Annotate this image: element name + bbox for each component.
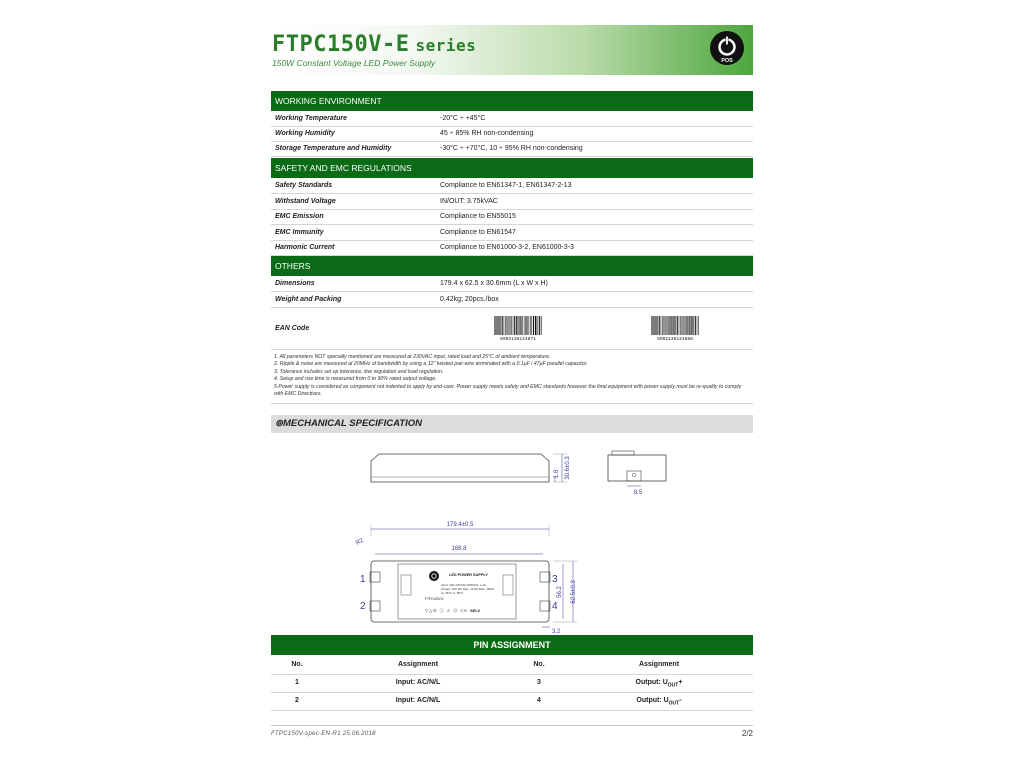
- barcode-bar: [667, 316, 668, 335]
- barcode-bar: [659, 316, 660, 335]
- barcode-bar: [686, 316, 687, 335]
- table-row: Working Humidity 45 ÷ 85% RH non-condensing: [271, 126, 753, 142]
- barcode-bar: [697, 316, 698, 335]
- table-row: Dimensions 179.4 x 62.5 x 30.6mm (L x W x H): [271, 276, 753, 292]
- footnote: 1. All parameters NOT specially mentioned are measured at 230VAC input, rated load and 25°C of ambient temperature.: [274, 354, 551, 360]
- barcode-bar: [499, 316, 500, 335]
- table-row: EMC Immunity Compliance to EN61547: [271, 225, 753, 241]
- barcode-bar: [508, 316, 509, 335]
- barcode-bar: [652, 316, 653, 335]
- barcode-bar: [502, 316, 503, 335]
- product-title: FTPC150V-E series: [272, 32, 477, 57]
- barcode-bar: [537, 316, 538, 335]
- barcode-bar: [519, 316, 520, 335]
- barcode-bar: [516, 316, 517, 335]
- barcode-bar: [526, 316, 527, 335]
- barcode-bar: [692, 316, 693, 335]
- svg-text:179.4±0.5: 179.4±0.5: [446, 522, 474, 528]
- document-id: FTPC150V-spec-EN-R1 25.06.2018: [271, 731, 376, 737]
- barcode-bar: [530, 316, 531, 335]
- svg-text:5902135124888: 5902135124888: [657, 337, 693, 341]
- barcode-bar: [680, 316, 681, 335]
- svg-text:ta: 45°C tc: 85°C: ta: 45°C tc: 85°C: [441, 591, 464, 595]
- svg-text:4: 4: [552, 601, 558, 612]
- svg-text:8.5: 8.5: [633, 490, 643, 496]
- svg-text:56.2: 56.2: [557, 586, 563, 598]
- barcode-bar: [535, 316, 536, 335]
- svg-text:▽△⊡ ⓒ ⚠ Ⓓ CE: ▽△⊡ ⓒ ⚠ Ⓓ CE: [425, 608, 469, 613]
- svg-text:1.8: 1.8: [554, 469, 560, 479]
- barcode-bar: [666, 316, 667, 335]
- table-row: Storage Temperature and Humidity -30°C ÷ +70°C, 10 ÷ 95% RH non-condensing: [271, 141, 753, 157]
- pos-logo-icon: [709, 28, 745, 72]
- footnote: 2. Ripple & noise are measured at 20MHz of bandwidth by using a 12" twisted pair-wire terminated with a 0.1µF i 47µF parallel capacitor.: [274, 361, 588, 368]
- svg-text:LED POWER SUPPLY: LED POWER SUPPLY: [449, 573, 488, 577]
- barcode-bar: [532, 316, 533, 335]
- svg-text:FTPC150V-E: FTPC150V-E: [425, 597, 444, 601]
- divider: [271, 403, 753, 404]
- barcode-icon: [649, 315, 701, 341]
- barcode-bar: [507, 316, 508, 335]
- barcode-bar: [657, 316, 658, 335]
- barcode-bar: [662, 316, 663, 335]
- page-number: 2/2: [741, 729, 753, 738]
- barcode-bar: [513, 316, 514, 335]
- section-safety-emc: SAFETY AND EMC REGULATIONS: [271, 158, 753, 178]
- barcode-bar: [514, 316, 515, 335]
- barcode-icon: [492, 315, 544, 341]
- barcode-bar: [679, 316, 680, 335]
- barcode-bar: [665, 316, 666, 335]
- barcode-bar: [684, 316, 685, 335]
- barcode-bar: [505, 316, 506, 335]
- barcode-bar: [504, 316, 505, 335]
- barcode-bar: [495, 316, 496, 335]
- mechanical-drawing: [271, 433, 753, 633]
- svg-text:2: 2: [360, 601, 366, 612]
- footnote: 5.Power supply is considered as component not indented to apply by end-user. Power supply meets safety and EMC standards however the final equipment with power supply must be re-quality to comply with EMC Directives.: [274, 383, 742, 398]
- barcode-bar: [524, 316, 525, 335]
- barcode-bar: [539, 316, 540, 335]
- barcode-bar: [675, 316, 676, 335]
- table-row: Weight and Packing 0.42kg; 20pcs./box: [271, 292, 753, 308]
- barcode-bar: [671, 316, 672, 335]
- page-header: [271, 25, 753, 75]
- barcode-bar: [695, 316, 696, 335]
- svg-text:R2: R2: [355, 537, 365, 547]
- barcode-bar: [664, 316, 665, 335]
- barcode-bar: [511, 316, 512, 335]
- barcode-bar: [541, 316, 542, 335]
- svg-text:30.6±0.3: 30.6±0.3: [565, 456, 571, 480]
- barcode-bar: [683, 316, 684, 335]
- barcode-bar: [651, 316, 652, 335]
- product-subtitle: 150W Constant Voltage LED Power Supply: [272, 58, 436, 68]
- barcode-bar: [656, 316, 657, 335]
- table-header-row: No. Assignment No. Assignment: [271, 656, 753, 675]
- svg-text:1: 1: [360, 574, 366, 585]
- barcode-bar: [518, 316, 519, 335]
- barcode-bar: [691, 316, 692, 335]
- barcode-bar: [533, 316, 534, 335]
- svg-text:POS: POS: [721, 58, 733, 64]
- barcode-bar: [693, 316, 694, 335]
- svg-text:5902135124871: 5902135124871: [500, 337, 536, 341]
- barcode-bar: [497, 316, 498, 335]
- footnote: 3. Tolerance includes set up tolerance, line regulation and load regulation.: [274, 368, 444, 375]
- barcode-bar: [494, 316, 495, 335]
- barcode-bar: [654, 316, 655, 335]
- barcode-bar: [687, 316, 688, 335]
- barcode-bar: [522, 316, 523, 335]
- barcode-bar: [673, 316, 674, 335]
- barcode-bar: [685, 316, 686, 335]
- svg-text:Output: 12V DC Max. 12.5A Max.: Output: 12V DC Max. 12.5A Max. 150W: [441, 587, 495, 591]
- section-mechanical: ⊚MECHANICAL SPECIFICATION: [271, 415, 753, 433]
- barcode-bar: [661, 316, 662, 335]
- table-row: Working Temperature -20°C ÷ +45°C: [271, 111, 753, 127]
- barcode-bar: [668, 316, 669, 335]
- table-row: Harmonic Current Compliance to EN61000-3-2, EN61000-3-3: [271, 240, 753, 256]
- svg-text:Input: 220-240VAC 50/60Hz, 1.2: Input: 220-240VAC 50/60Hz, 1.2A: [441, 583, 487, 587]
- barcode-bar: [698, 316, 699, 335]
- svg-text:SELV: SELV: [470, 608, 481, 613]
- footnote: 4. Setup and rise time is measured from 0 to 90% rated output voltage.: [274, 376, 437, 383]
- ean-row: EAN Code 5902135124871 5902135124888: [271, 309, 753, 350]
- table-row: EMC Emission Compliance to EN55015: [271, 209, 753, 225]
- svg-text:3: 3: [552, 574, 558, 585]
- barcode-bar: [682, 316, 683, 335]
- barcode-bar: [674, 316, 675, 335]
- barcode-bar: [529, 316, 530, 335]
- footnotes: [274, 354, 750, 398]
- table-row: 2 Input: AC/N/L 4 Output: $U_{OUT}-$: [271, 692, 753, 711]
- pin-assignment-title: PIN ASSIGNMENT: [271, 635, 753, 655]
- table-row: Safety Standards Compliance to EN61347-1, EN61347-2-13: [271, 178, 753, 194]
- barcode-bar: [528, 316, 529, 335]
- section-working-environment: WORKING ENVIRONMENT: [271, 91, 753, 111]
- svg-text:62.5±0.3: 62.5±0.3: [571, 580, 577, 604]
- barcode-bar: [500, 316, 501, 335]
- table-row: Withstand Voltage IN/OUT: 3.75kVAC: [271, 194, 753, 210]
- section-others: OTHERS: [271, 256, 753, 276]
- barcode-bar: [669, 316, 670, 335]
- barcode-bar: [510, 316, 511, 335]
- svg-text:3.2: 3.2: [552, 629, 561, 633]
- barcode-bar: [520, 316, 521, 335]
- series-label: series: [415, 36, 477, 55]
- barcode-bar: [525, 316, 526, 335]
- barcode-bar: [538, 316, 539, 335]
- svg-text:168.8: 168.8: [451, 546, 467, 552]
- barcode-bar: [677, 316, 678, 335]
- barcode-bar: [509, 316, 510, 335]
- table-row: 1 Input: AC/N/L 3 Output: $U_{OUT}+$: [271, 674, 753, 693]
- barcode-bar: [689, 316, 690, 335]
- divider: [271, 725, 753, 726]
